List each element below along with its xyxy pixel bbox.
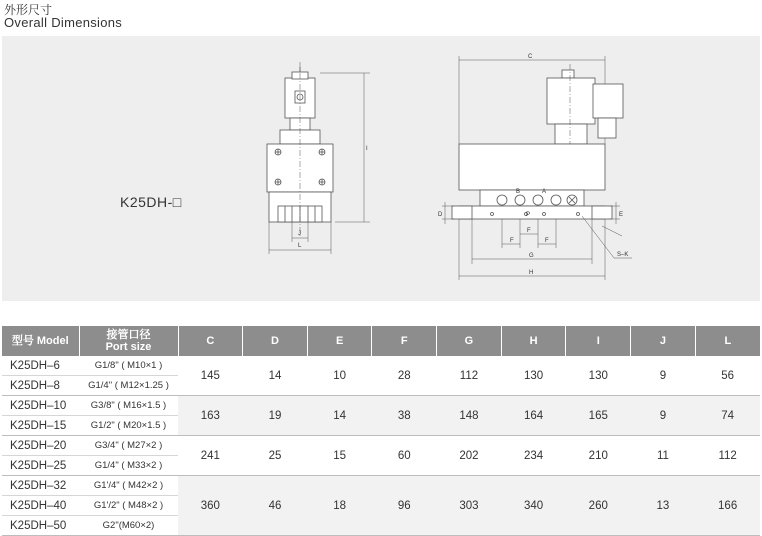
cell-g: 112 (437, 356, 502, 396)
port-label-a: A (542, 189, 547, 195)
cell-i: 165 (566, 396, 631, 436)
cell-h: 130 (501, 356, 566, 396)
cell-f: 28 (372, 356, 437, 396)
header-g: G (437, 326, 502, 356)
cell-l: 74 (695, 396, 760, 436)
table-row (2, 476, 760, 496)
header-port-size: 接管口径 Port size (79, 326, 178, 356)
cell-h: 234 (501, 436, 566, 476)
header-model: 型号 Model (2, 326, 79, 356)
cell-e: 10 (307, 356, 372, 396)
dim-label-f3: F (545, 238, 549, 244)
table-row (2, 396, 760, 416)
dim-label-e: E (619, 212, 624, 218)
cell-d: 25 (243, 436, 308, 476)
cell-port-size: G3/4" ( M27×2 ) (79, 436, 178, 456)
cell-f: 96 (372, 476, 437, 536)
cell-port-size: G1/2" ( M20×1.5 ) (79, 416, 178, 436)
cell-model: K25DH–6 (2, 356, 79, 376)
cell-d: 46 (243, 476, 308, 536)
cell-h: 164 (501, 396, 566, 436)
table-row (2, 356, 760, 376)
cell-f: 38 (372, 396, 437, 436)
cell-port-size: G1/4" ( M33×2 ) (79, 456, 178, 476)
port-label-p: P (526, 212, 531, 218)
cell-port-size: G2"(M60×2) (79, 516, 178, 536)
cell-l: 56 (695, 356, 760, 396)
side-view (267, 62, 370, 254)
dimension-drawing (2, 36, 760, 301)
cell-model: K25DH–20 (2, 436, 79, 456)
table-row (2, 436, 760, 456)
cell-i: 210 (566, 436, 631, 476)
dim-label-c: C (528, 54, 533, 60)
port-label-b: B (516, 189, 521, 195)
cell-e: 18 (307, 476, 372, 536)
dim-label-sk: S–K (617, 252, 629, 258)
header-h: H (501, 326, 566, 356)
dim-label-f1: F (527, 228, 531, 234)
dim-label-j: J (298, 231, 301, 237)
header-c: C (178, 326, 243, 356)
dim-label-l: L (298, 243, 302, 249)
front-view (442, 56, 632, 280)
cell-g: 148 (437, 396, 502, 436)
header-l: L (695, 326, 760, 356)
dim-label-g: G (529, 253, 534, 259)
technical-drawing-panel (2, 36, 760, 301)
cell-e: 15 (307, 436, 372, 476)
cell-c: 360 (178, 476, 243, 536)
table-body (2, 356, 760, 536)
cell-f: 60 (372, 436, 437, 476)
header-d: D (243, 326, 308, 356)
cell-c: 241 (178, 436, 243, 476)
cell-j: 9 (631, 356, 696, 396)
section-title-cn: 外形尺寸 (4, 3, 53, 17)
drawing-model-label: K25DH-□ (120, 194, 182, 210)
cell-port-size: G3/8" ( M16×1.5 ) (79, 396, 178, 416)
cell-model: K25DH–50 (2, 516, 79, 536)
cell-i: 130 (566, 356, 631, 396)
cell-l: 112 (695, 436, 760, 476)
dim-label-h: H (529, 270, 534, 276)
cell-h: 340 (501, 476, 566, 536)
cell-j: 11 (631, 436, 696, 476)
header-f: F (372, 326, 437, 356)
cell-port-size: G1/8" ( M10×1 ) (79, 356, 178, 376)
table-header-row (2, 326, 760, 356)
header-e: E (307, 326, 372, 356)
cell-port-size: G1'/2" ( M48×2 ) (79, 496, 178, 516)
header-i: I (566, 326, 631, 356)
cell-e: 14 (307, 396, 372, 436)
cell-port-size: G1/4" ( M12×1.25 ) (79, 376, 178, 396)
cell-model: K25DH–40 (2, 496, 79, 516)
cell-g: 202 (437, 436, 502, 476)
cell-c: 163 (178, 396, 243, 436)
cell-port-size: G1'/4" ( M42×2 ) (79, 476, 178, 496)
section-title-en: Overall Dimensions (4, 15, 123, 30)
dim-label-f2: F (510, 238, 514, 244)
cell-l: 166 (695, 476, 760, 536)
cell-model: K25DH–15 (2, 416, 79, 436)
dimensions-table (2, 326, 760, 536)
cell-j: 9 (631, 396, 696, 436)
dim-label-d: D (438, 212, 443, 218)
cell-d: 14 (243, 356, 308, 396)
dim-label-i: I (366, 146, 368, 152)
cell-model: K25DH–10 (2, 396, 79, 416)
cell-g: 303 (437, 476, 502, 536)
cell-c: 145 (178, 356, 243, 396)
cell-i: 260 (566, 476, 631, 536)
header-j: J (631, 326, 696, 356)
cell-model: K25DH–25 (2, 456, 79, 476)
cell-d: 19 (243, 396, 308, 436)
cell-model: K25DH–8 (2, 376, 79, 396)
cell-model: K25DH–32 (2, 476, 79, 496)
cell-j: 13 (631, 476, 696, 536)
